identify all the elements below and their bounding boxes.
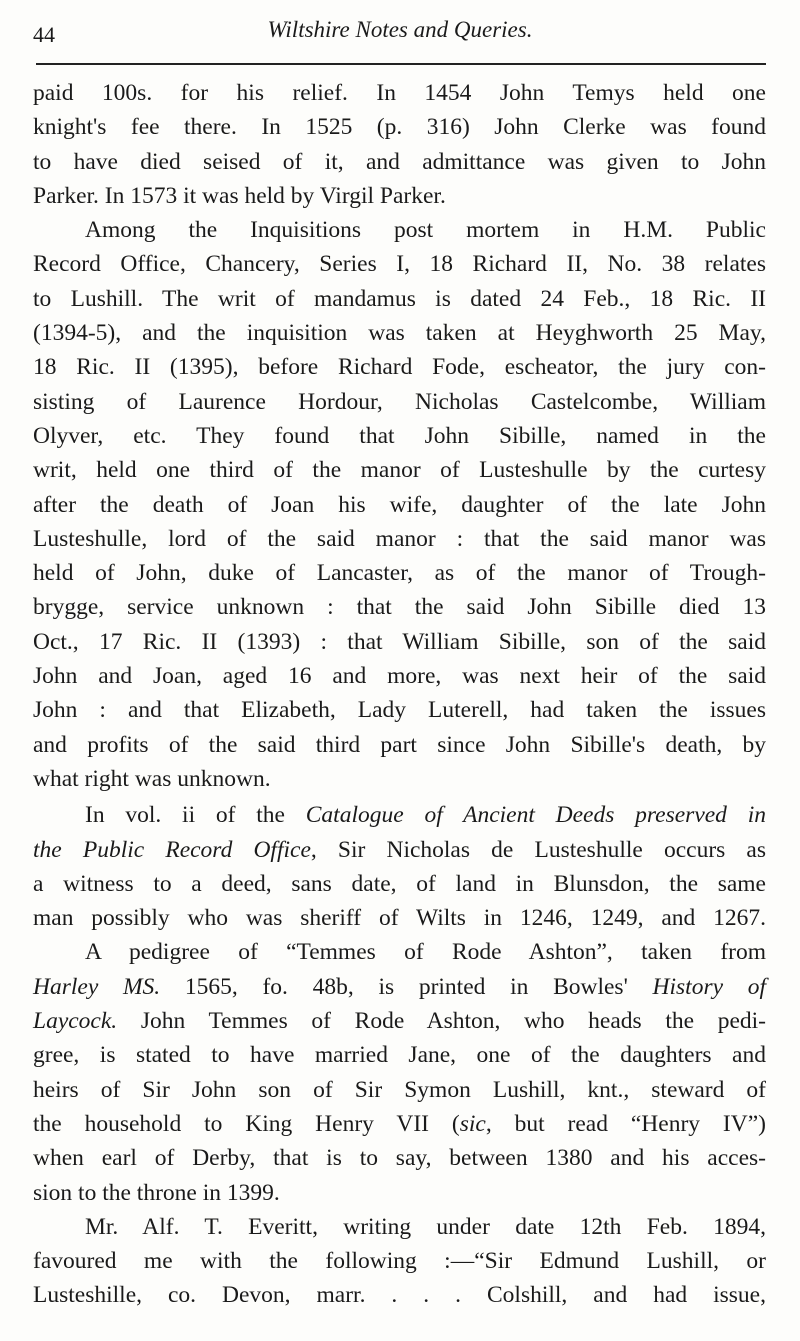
text-line: [33, 385, 766, 419]
italic-text: sic: [459, 1110, 486, 1137]
text-segment: a witness to a deed, sans date, of land in Blunsdon, the same: [33, 870, 766, 897]
text-line: [33, 556, 766, 590]
text-line: [33, 1278, 766, 1312]
page-number: 44: [33, 22, 55, 47]
text-line: [33, 1210, 766, 1244]
text-segment: Lusteshille, co. Devon, marr. . . . Colshill, and had issue,: [33, 1282, 766, 1309]
text-segment: 1565, fo. 48b, is printed in Bowles': [160, 973, 653, 1000]
text-segment: heirs of Sir John son of Sir Symon Lushill, knt., steward of: [33, 1076, 766, 1103]
text-segment: Parker. In 1573 it was held by Virgil Parker.: [33, 182, 446, 209]
text-segment: what right was unknown.: [33, 765, 271, 792]
text-line: [33, 625, 766, 659]
text-line: [33, 728, 766, 762]
text-segment: knight's fee there. In 1525 (p. 316) John Clerke was found: [33, 114, 766, 141]
text-segment: (1394-5), and the inquisition was taken at Heyghworth 25 May,: [33, 320, 766, 347]
italic-text: Laycock.: [33, 1008, 118, 1035]
text-segment: John Temmes of Rode Ashton, who heads the pedi-: [117, 1008, 766, 1035]
text-segment: the household to King Henry VII (: [33, 1110, 460, 1137]
text-line: [33, 590, 766, 624]
text-line: [33, 282, 766, 316]
text-segment: sion to the throne in 1399.: [33, 1179, 280, 1206]
text-segment: to have died seised of it, and admittance was given to John: [33, 148, 766, 175]
text-segment: sisting of Laurence Hordour, Nicholas Castelcombe, William: [33, 388, 766, 415]
text-line: [33, 935, 766, 969]
text-segment: John and Joan, aged 16 and more, was next heir of the said: [33, 663, 766, 690]
text-line: [33, 453, 766, 487]
text-segment: favoured me with the following :—“Sir Edmund Lushill, or: [33, 1248, 766, 1275]
text-segment: , but read “Henry IV”): [485, 1110, 766, 1137]
text-line: [33, 419, 766, 453]
page-body: [33, 76, 766, 1313]
text-segment: and profits of the said third part since John Sibille's death, by: [33, 731, 766, 758]
header-rule: [36, 63, 766, 65]
text-segment: Record Office, Chancery, Series I, 18 Richard II, No. 38 relates: [33, 251, 766, 278]
text-line: [33, 1107, 766, 1141]
text-segment: Oct., 17 Ric. II (1393) : that William Sibille, son of the said: [33, 628, 766, 655]
running-title: Wiltshire Notes and Queries.: [267, 17, 533, 42]
italic-text: Catalogue of Ancient Deeds preserved in: [305, 802, 766, 829]
text-segment: In vol. ii of the: [85, 802, 306, 829]
text-segment: when earl of Derby, that is to say, between 1380 and his acces-: [33, 1145, 766, 1172]
text-line: [33, 867, 766, 901]
text-segment: paid 100s. for his relief. In 1454 John Temys held one: [33, 80, 766, 106]
text-segment: held of John, duke of Lancaster, as of the manor of Trough-: [33, 560, 766, 587]
text-line: [33, 798, 766, 832]
text-line: [33, 213, 766, 247]
text-line: [33, 179, 766, 213]
text-line: [33, 1038, 766, 1072]
text-line: [33, 659, 766, 693]
text-line: [33, 1176, 766, 1210]
text-segment: , Sir Nicholas de Lusteshulle occurs as: [310, 836, 766, 863]
text-line: [33, 1244, 766, 1278]
text-segment: A pedigree of “Temmes of Rode Ashton”, taken from: [85, 939, 766, 966]
italic-text: History of: [652, 973, 766, 1000]
text-segment: to Lushill. The writ of mandamus is dated 24 Feb., 18 Ric. II: [33, 285, 766, 312]
italic-text: Harley MS.: [33, 973, 161, 1000]
text-line: [33, 110, 766, 144]
text-segment: Among the Inquisitions post mortem in H.M. Public: [85, 217, 766, 244]
text-line: [33, 970, 766, 1004]
text-line: [33, 316, 766, 350]
text-line: [33, 762, 766, 796]
text-segment: writ, held one third of the manor of Lusteshulle by the curtesy: [33, 457, 766, 484]
text-segment: man possibly who was sheriff of Wilts in 1246, 1249, and 1267.: [33, 905, 766, 932]
text-segment: gree, is stated to have married Jane, one of the daughters and: [33, 1042, 766, 1069]
text-line: [33, 1004, 766, 1038]
text-line: [33, 76, 766, 110]
text-line: [33, 833, 766, 867]
text-segment: John : and that Elizabeth, Lady Luterell, had taken the issues: [33, 697, 766, 724]
italic-text: the Public Record Office: [33, 836, 311, 863]
text-segment: Mr. Alf. T. Everitt, writing under date 12th Feb. 1894,: [85, 1213, 766, 1240]
text-segment: Lusteshulle, lord of the said manor : that the said manor was: [33, 525, 766, 552]
text-line: [33, 1141, 766, 1175]
text-segment: brygge, service unknown : that the said John Sibille died 13: [33, 594, 766, 621]
text-segment: 18 Ric. II (1395), before Richard Fode, escheator, the jury con-: [33, 354, 766, 381]
text-line: [33, 488, 766, 522]
text-line: [33, 145, 766, 179]
text-line: [33, 901, 766, 935]
text-segment: after the death of Joan his wife, daughter of the late John: [33, 491, 766, 518]
text-line: [33, 522, 766, 556]
text-line: [33, 350, 766, 384]
text-line: [33, 1073, 766, 1107]
text-line: [33, 247, 766, 281]
text-line: [33, 693, 766, 727]
text-segment: Olyver, etc. They found that John Sibille, named in the: [33, 422, 766, 449]
